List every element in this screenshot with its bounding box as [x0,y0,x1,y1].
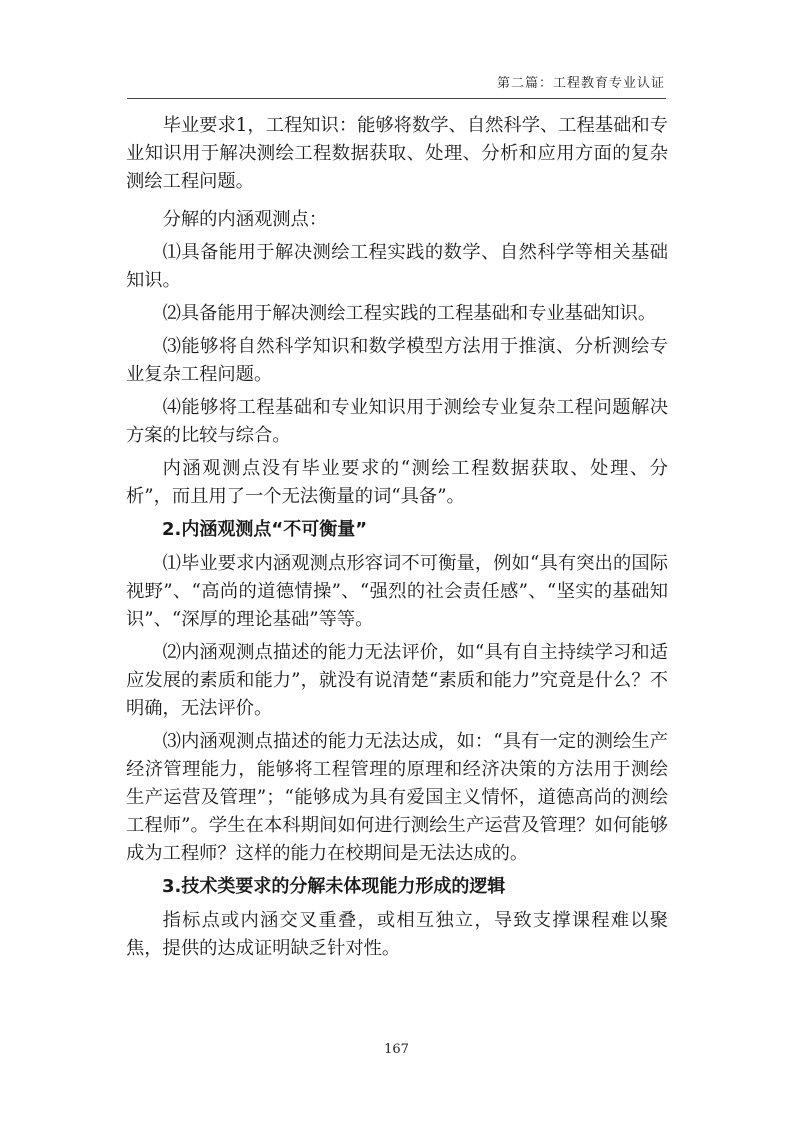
list-item-4: ⑷能够将工程基础和专业知识用于测绘专业复杂工程问题解决方案的比较与综合。 [126,397,668,446]
header-rule [127,98,666,99]
list-item-unmeasurable-2: ⑵内涵观测点描述的能力无法评价，如“具有自主持续学习和适应发展的素质和能力”，就没有说清楚“素质和能力”究竟是什么？不明确，无法评价。 [126,642,668,719]
list-item-unmeasurable-1: ⑴毕业要求内涵观测点形容词不可衡量，例如“具有突出的国际视野”、“高尚的道德情操”、“强烈的社会责任感”、“坚实的基础知识”、“深厚的理论基础”等等。 [126,553,668,630]
list-item-1: ⑴具备能用于解决测绘工程实践的数学、自然科学等相关基础知识。 [126,242,668,291]
paragraph-observation: 内涵观测点没有毕业要求的“测绘工程数据获取、处理、分析”，而且用了一个无法衡量的词“具备”。 [126,458,668,507]
running-header: 第二篇：工程教育专业认证 [496,76,665,91]
list-item-3: ⑶能够将自然科学知识和数学模型方法用于推演、分析测绘专业复杂工程问题。 [126,336,668,385]
paragraph-indicators: 指标点或内涵交叉重叠，或相互独立，导致支撑课程难以聚焦，提供的达成证明缺乏针对性。 [126,910,668,959]
section-heading-3: 3.技术类要求的分解未体现能力形成的逻辑 [162,876,506,897]
list-item-unmeasurable-3: ⑶内涵观测点描述的能力无法达成，如：“具有一定的测绘生产经济管理能力，能够将工程管理的原理和经济决策的方法用于测绘生产运营及管理”；“能够成为具有爱国主义情怀，道德高尚的测绘工程师”。学生在本科期间如何进行测绘生产运营及管理？如何能够成为工程师？这样的能力在校期间是无法达成的。 [126,731,668,864]
list-item-2: ⑵具备能用于解决测绘工程实践的工程基础和专业基础知识。 [162,303,657,324]
paragraph-decomposed-points: 分解的内涵观测点： [162,209,328,230]
page-body [126,112,668,973]
section-heading-2: 2.内涵观测点“不可衡量” [162,519,368,540]
page-number: 167 [384,1042,409,1057]
paragraph-requirement-1: 毕业要求1，工程知识：能够将数学、自然科学、工程基础和专业知识用于解决测绘工程数据获取、处理、分析和应用方面的复杂测绘工程问题。 [126,115,668,192]
